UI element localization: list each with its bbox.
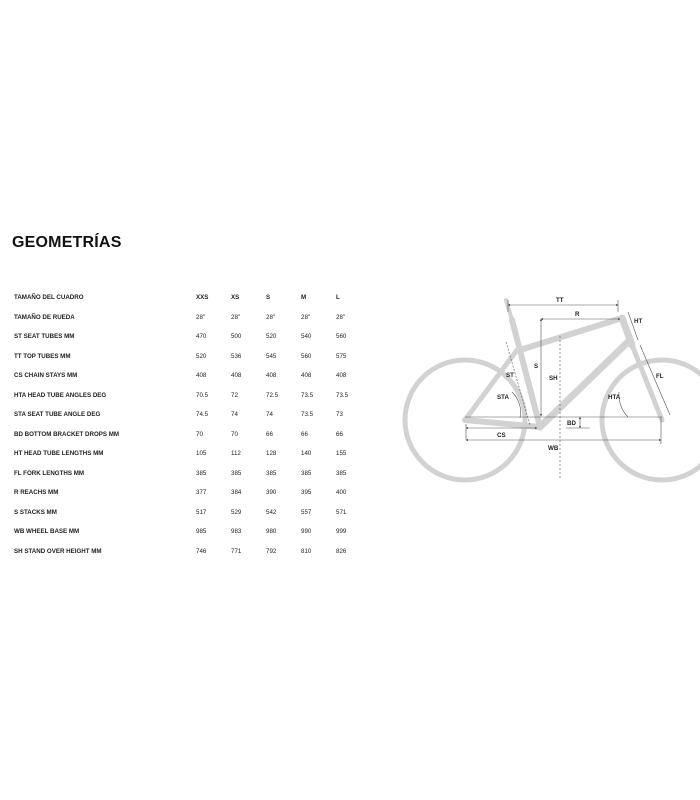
row-value: 980: [266, 528, 277, 536]
row-value: 73.5: [336, 391, 349, 399]
header-size: S: [266, 294, 271, 302]
table-row: [14, 464, 371, 484]
row-value: 66: [266, 430, 273, 438]
row-label: TT TOP TUBES MM: [14, 352, 71, 360]
row-value: 72.5: [266, 391, 279, 399]
row-value: 575: [336, 352, 347, 360]
row-value: 74: [231, 411, 238, 419]
row-value: 500: [231, 333, 242, 341]
table-row: [14, 522, 371, 542]
table-row: [14, 366, 371, 386]
row-value: 985: [196, 528, 207, 536]
row-value: 542: [266, 508, 277, 516]
row-value: 28": [336, 313, 346, 321]
row-value: 385: [336, 469, 347, 477]
row-value: 560: [301, 352, 312, 360]
row-label: R REACHS MM: [14, 489, 59, 497]
row-value: 73.5: [301, 411, 314, 419]
row-value: 560: [336, 333, 347, 341]
row-label: HTA HEAD TUBE ANGLES DEG: [14, 391, 107, 399]
row-value: 377: [196, 489, 207, 497]
row-label: TAMAÑO DE RUEDA: [14, 313, 75, 321]
row-value: 28": [231, 313, 241, 321]
fl-label: FL: [656, 373, 664, 380]
table-row: [14, 542, 371, 562]
geometry-table: [14, 288, 371, 561]
header-label: TAMAÑO DEL CUADRO: [14, 294, 84, 302]
row-value: 66: [336, 430, 343, 438]
table-row: [14, 444, 371, 464]
row-value: 540: [301, 333, 312, 341]
sh-label: SH: [549, 375, 558, 382]
row-value: 810: [301, 547, 312, 555]
row-value: 517: [196, 508, 207, 516]
row-value: 520: [266, 333, 277, 341]
row-value: 70: [231, 430, 238, 438]
hta-label: HTA: [608, 394, 621, 401]
row-value: 529: [231, 508, 242, 516]
row-value: 400: [336, 489, 347, 497]
table-row: [14, 327, 371, 347]
table-row: [14, 386, 371, 406]
row-value: 74: [266, 411, 273, 419]
row-label: WB WHEEL BASE MM: [14, 528, 80, 536]
front-wheel: [602, 360, 700, 480]
row-label: HT HEAD TUBE LENGTHS MM: [14, 450, 104, 458]
row-value: 140: [301, 450, 312, 458]
row-label: FL FORK LENGTHS MM: [14, 469, 85, 477]
row-value: 385: [196, 469, 207, 477]
header-size: M: [301, 294, 307, 302]
row-value: 72: [231, 391, 238, 399]
row-label: ST SEAT TUBES MM: [14, 333, 75, 341]
bike-geometry-diagram: [400, 290, 700, 490]
row-value: 112: [231, 450, 241, 458]
row-value: 128: [266, 450, 277, 458]
header-size: XXS: [196, 294, 209, 302]
sta-label: STA: [497, 394, 509, 401]
row-label: SH STAND OVER HEIGHT MM: [14, 547, 102, 555]
row-value: 826: [336, 547, 347, 555]
st-label: ST: [506, 372, 514, 379]
top-tube: [520, 318, 622, 350]
row-value: 28": [266, 313, 276, 321]
row-value: 746: [196, 547, 207, 555]
row-label: CS CHAIN STAYS MM: [14, 372, 78, 380]
row-value: 70.5: [196, 391, 209, 399]
tt-label: TT: [556, 297, 564, 304]
row-value: 520: [196, 352, 207, 360]
row-value: 384: [231, 489, 242, 497]
row-value: 571: [336, 508, 347, 516]
row-value: 536: [231, 352, 242, 360]
header-size: XS: [231, 294, 240, 302]
table-row: [14, 503, 371, 523]
row-value: 408: [301, 372, 312, 380]
row-label: S STACKS MM: [14, 508, 57, 516]
head-tube: [622, 318, 632, 345]
table-row: [14, 405, 371, 425]
s-label: S: [534, 363, 539, 370]
row-value: 74.5: [196, 411, 209, 419]
row-value: 408: [266, 372, 277, 380]
table-row: [14, 483, 371, 503]
row-value: 73.5: [301, 391, 314, 399]
row-value: 792: [266, 547, 277, 555]
table-header-row: [14, 288, 371, 308]
seat-post: [506, 300, 512, 320]
row-value: 73: [336, 411, 343, 419]
row-value: 470: [196, 333, 207, 341]
row-value: 105: [196, 450, 207, 458]
row-value: 390: [266, 489, 277, 497]
row-value: 999: [336, 528, 347, 536]
row-label: STA SEAT TUBE ANGLE DEG: [14, 411, 101, 419]
row-value: 385: [231, 469, 242, 477]
row-value: 28": [196, 313, 206, 321]
dimension-lines: [465, 300, 670, 480]
header-size: L: [336, 294, 340, 302]
fork: [632, 345, 662, 420]
row-value: 408: [231, 372, 242, 380]
row-value: 990: [301, 528, 312, 536]
table-row: [14, 347, 371, 367]
ht-label: HT: [634, 318, 643, 325]
bd-label: BD: [567, 420, 576, 427]
table-row: [14, 425, 371, 445]
row-value: 155: [336, 450, 347, 458]
cs-label: CS: [497, 432, 506, 439]
row-label: BD BOTTOM BRACKET DROPS MM: [14, 430, 120, 438]
row-value: 385: [301, 469, 312, 477]
row-value: 70: [196, 430, 203, 438]
row-value: 408: [196, 372, 207, 380]
row-value: 771: [231, 547, 242, 555]
row-value: 28": [301, 313, 311, 321]
table-row: [14, 308, 371, 328]
wb-label: WB: [548, 445, 559, 452]
row-value: 66: [301, 430, 308, 438]
row-value: 385: [266, 469, 277, 477]
row-value: 545: [266, 352, 277, 360]
table-body: [14, 308, 371, 562]
row-value: 395: [301, 489, 312, 497]
row-value: 557: [301, 508, 312, 516]
row-value: 408: [336, 372, 347, 380]
r-label: R: [575, 311, 580, 318]
row-value: 983: [231, 528, 242, 536]
page-title: GEOMETRÍAS: [12, 234, 122, 251]
